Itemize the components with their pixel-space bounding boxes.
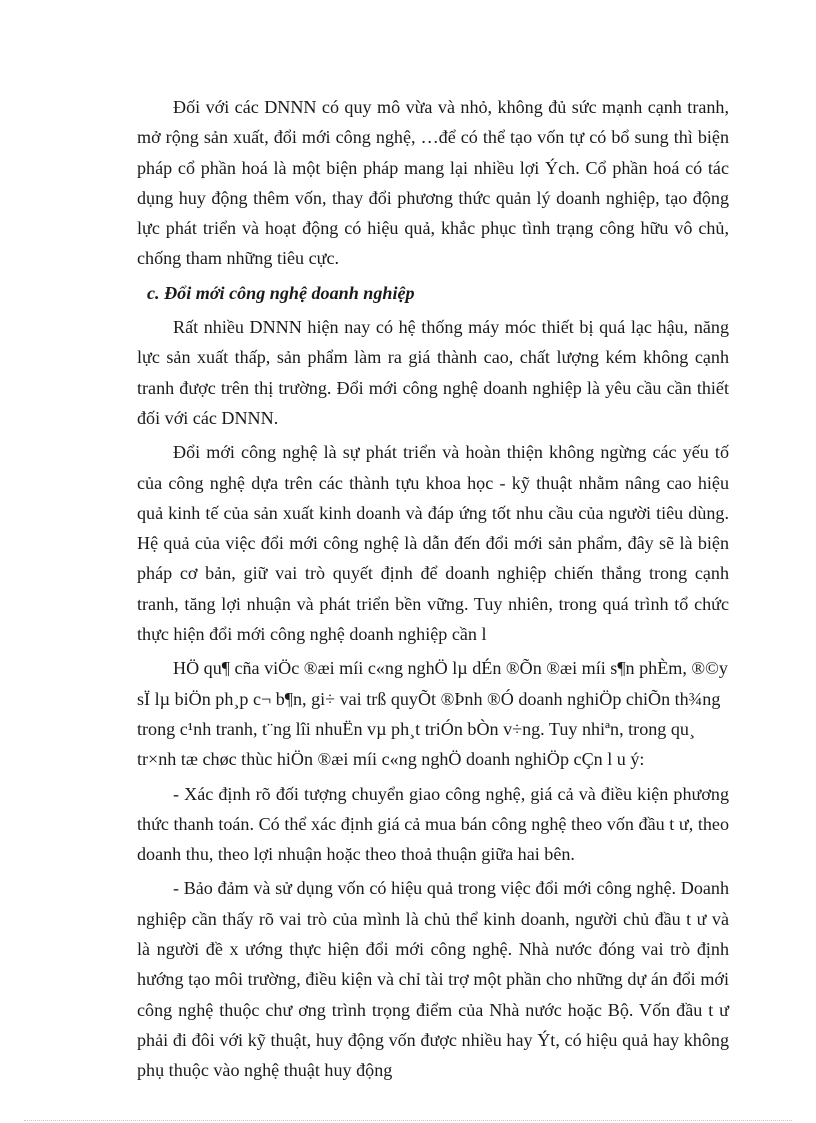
- paragraph-equitization: Đối với các DNNN có quy mô vừa và nhỏ, không đủ sức mạnh cạnh tranh, mở rộng sản xuất, đổi mới công nghệ, …để có thể tạo vốn tự có bổ sung thì biện pháp cổ phần hoá là một biện pháp mang lại nhiều lợi Ých. Cổ phần hoá có tác dụng huy động thêm vốn, thay đổi phương thức quản lý doanh nghiệp, tạo động lực phát triển và hoạt động có hiệu quả, khắc phục tình trạng công hữu vô chủ, chống tham những tiêu cực.: [137, 97, 729, 269]
- section-heading: c. Đổi mới công nghệ doanh nghiệp: [147, 282, 415, 303]
- paragraph-bullet-capital: - Bảo đảm và sử dụng vốn có hiệu quả trong việc đổi mới công nghệ. Doanh nghiệp cần thấy rõ vai trò của mình là chủ thể kinh doanh, người chủ đầu t ư và là người đề x ướng thực hiện đổi mới công nghệ. Nhà nước đóng vai trò định hướng tạo môi trường, điều kiện và chỉ tài trợ một phần cho những dự án đổi mới công nghệ thuộc chư ơng trình trọng điểm của Nhà nước hoặc Bộ. Vốn đầu t ư phải đi đôi với kỹ thuật, huy động vốn được nhiều hay Ýt, có hiệu quả hay không phụ thuộc vào nghệ thuật huy động: [137, 878, 729, 1081]
- page-bottom-divider: [24, 1120, 792, 1121]
- document-page: [137, 92, 729, 1090]
- paragraph-technology-renewal: Đổi mới công nghệ là sự phát triển và hoàn thiện không ngừng các yếu tố của công nghệ dựa trên các thành tựu khoa học - kỹ thuật nhằm nâng cao hiệu quả kinh tế của sản xuất kinh doanh và đáp ứng tốt nhu cầu của người tiêu dùng. Hệ quả của việc đổi mới công nghệ là dẫn đến đổi mới sản phẩm, đây sẽ là biện pháp cơ bản, giữ vai trò quyết định để doanh nghiệp chiến thắng trong cạnh tranh, tăng lợi nhuận và phát triển bền vững. Tuy nhiên, trong quá trình tổ chức thực hiện đổi mới công nghệ doanh nghiệp cần l: [137, 442, 729, 645]
- paragraph-garbled-encoding: HÖ qu¶ cña viÖc ®æi míi c«ng nghÖ lµ dÉn ®Õn ®æi míi s¶n phÈm, ®©y sÏ lµ biÖn ph¸p c¬ b¶n, gi÷ vai trß quyÕt ®Þnh ®Ó doanh nghiÖp chiÕn th¾ng trong c¹nh tranh, t¨ng lîi nhuËn vµ ph¸t triÓn bÒn v÷ng. Tuy nhiªn, trong qu¸ tr×nh tæ chøc thùc hiÖn ®æi míi c«ng nghÖ doanh nghiÖp cÇn l u ý:: [137, 658, 728, 770]
- paragraph-bullet-transfer: - Xác định rõ đối tượng chuyển giao công nghệ, giá cả và điều kiện phương thức thanh toán. Có thể xác định giá cả mua bán công nghệ theo vốn đầu t ư, theo doanh thu, theo lợi nhuận hoặc theo thoả thuận giữa hai bên.: [137, 783, 729, 865]
- paragraph-outdated-equipment: Rất nhiều DNNN hiện nay có hệ thống máy móc thiết bị quá lạc hậu, năng lực sản xuất thấp, sản phẩm làm ra giá thành cao, chất lượng kém không cạnh tranh được trên thị trường. Đổi mới công nghệ doanh nghiệp là yêu cầu cần thiết đối với các DNNN.: [137, 317, 729, 428]
